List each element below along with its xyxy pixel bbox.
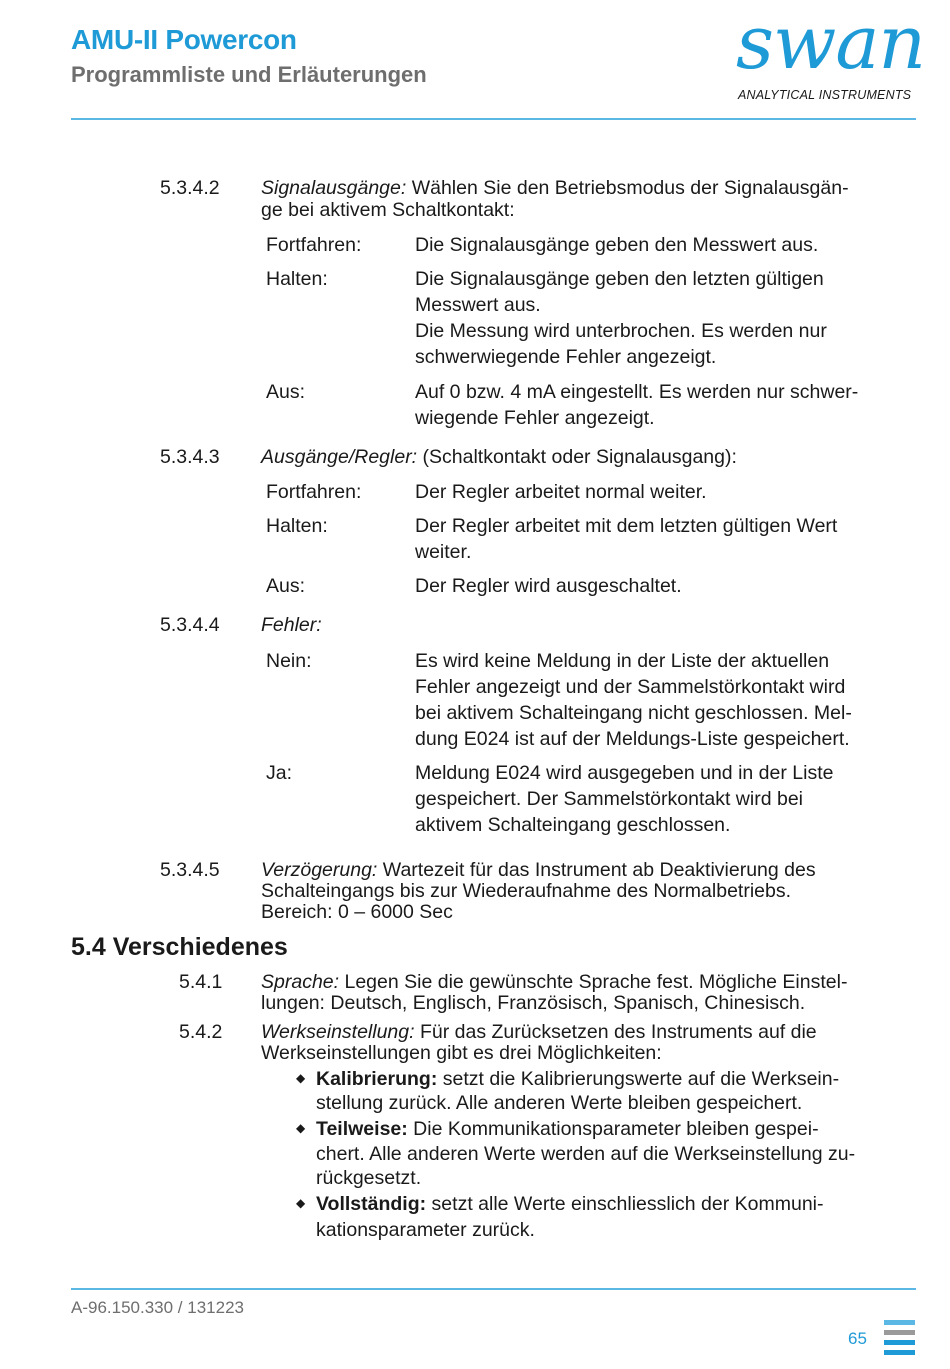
bullet-item-line: kationsparameter zurück. [316, 1219, 535, 1241]
option-desc: Der Regler arbeitet mit dem letzten gültigen Wert [415, 515, 838, 537]
section-heading-54: 5.4 Verschiedenes [71, 933, 288, 961]
footer-bar-icon [884, 1320, 915, 1325]
text: Wählen Sie den Betriebsmodus der Signalausgän- [406, 177, 849, 199]
text: Die Kommunikationsparameter bleiben gespei- [407, 1118, 819, 1140]
footer-bar-icon [884, 1340, 915, 1345]
option-term: Halten: [266, 515, 328, 537]
section-number-5344: 5.3.4.4 [160, 614, 220, 636]
term-ausgaenge-regler: Ausgänge/Regler: [261, 446, 418, 468]
option-desc: Der Regler wird ausgeschaltet. [415, 575, 682, 597]
term-sprache: Sprache: [261, 971, 340, 993]
option-desc: Auf 0 bzw. 4 mA eingestellt. Es werden nur schwer- [415, 381, 859, 403]
option-desc: Die Messung wird unterbrochen. Es werden nur [415, 320, 827, 342]
section-5345-line2: Schalteingangs bis zur Wiederaufnahme des Normalbetriebs. [261, 880, 792, 902]
term-verzoegerung: Verzögerung: [261, 859, 378, 881]
swan-logo: swan [736, 0, 926, 86]
text: (Schaltkontakt oder Signalausgang): [417, 446, 737, 468]
option-desc: Der Regler arbeitet normal weiter. [415, 481, 707, 503]
footer-bar-icon [884, 1330, 915, 1335]
bullet-term: Vollständig: [316, 1193, 427, 1215]
option-desc: bei aktivem Schalteingang nicht geschlossen. Mel- [415, 702, 852, 724]
bullet-item-line [316, 1066, 839, 1092]
option-term: Aus: [266, 575, 306, 597]
option-desc: aktivem Schalteingang geschlossen. [415, 814, 731, 836]
bullet-diamond-icon: ◆ [296, 1071, 306, 1085]
option-desc: Es wird keine Meldung in der Liste der aktuellen [415, 650, 830, 672]
footer-bar-icon [884, 1350, 915, 1355]
text: setzt alle Werte einschliesslich der Kommuni- [426, 1193, 824, 1215]
bullet-item-line: chert. Alle anderen Werte werden auf die Werkseinstellung zu- [316, 1143, 856, 1165]
logo-tagline: ANALYTICAL INSTRUMENTS [738, 88, 912, 102]
term-signalausgaenge: Signalausgänge: [261, 177, 407, 199]
option-term: Aus: [266, 381, 306, 403]
text: Legen Sie die gewünschte Sprache fest. Mögliche Einstel- [339, 971, 848, 993]
section-542-line2: Werkseinstellungen gibt es drei Möglichkeiten: [261, 1042, 662, 1064]
option-term: Ja: [266, 762, 293, 784]
option-term: Fortfahren: [266, 234, 362, 256]
option-term: Nein: [266, 650, 312, 672]
option-desc: Fehler angezeigt und der Sammelstörkontakt wird [415, 676, 846, 698]
bullet-term: Kalibrierung: [316, 1068, 438, 1090]
section-number-542: 5.4.2 [179, 1021, 223, 1043]
option-desc: weiter. [415, 541, 472, 563]
section-5345-line3: Bereich: 0 – 6000 Sec [261, 901, 453, 923]
option-desc: Die Signalausgänge geben den Messwert aus. [415, 234, 819, 256]
text: Wartezeit für das Instrument ab Deaktivierung des [377, 859, 816, 881]
bullet-diamond-icon: ◆ [296, 1121, 306, 1135]
section-5342-line2: ge bei aktivem Schaltkontakt: [261, 199, 515, 221]
term-fehler: Fehler: [261, 614, 322, 636]
option-desc: wiegende Fehler angezeigt. [415, 407, 655, 429]
option-desc: Meldung E024 wird ausgegeben und in der Liste [415, 762, 834, 784]
bullet-diamond-icon: ◆ [296, 1196, 306, 1210]
bullet-item-line [316, 1116, 819, 1142]
section-number-5345: 5.3.4.5 [160, 859, 220, 881]
header-rule [71, 118, 916, 120]
bullet-item-line: stellung zurück. Alle anderen Werte bleiben gespeichert. [316, 1092, 803, 1114]
footer-rule [71, 1288, 916, 1290]
option-desc: Messwert aus. [415, 294, 541, 316]
option-desc: dung E024 ist auf der Meldungs-Liste gespeichert. [415, 728, 850, 750]
page-number: 65 [848, 1329, 867, 1348]
document-code: A-96.150.330 / 131223 [71, 1298, 244, 1317]
section-number-541: 5.4.1 [179, 971, 223, 993]
option-term: Halten: [266, 268, 328, 290]
option-term: Fortfahren: [266, 481, 362, 503]
option-desc: Die Signalausgänge geben den letzten gültigen [415, 268, 824, 290]
section-number-5343: 5.3.4.3 [160, 446, 220, 468]
text: Für das Zurücksetzen des Instruments auf die [414, 1021, 817, 1043]
document-subtitle: Programmliste und Erläuterungen [71, 62, 427, 87]
option-desc: gespeichert. Der Sammelstörkontakt wird bei [415, 788, 803, 810]
section-5343-line1 [261, 444, 737, 470]
document-title: AMU-II Powercon [71, 24, 297, 55]
section-541-line2: lungen: Deutsch, Englisch, Französisch, Spanisch, Chinesisch. [261, 992, 806, 1014]
bullet-item-line [316, 1191, 824, 1217]
bullet-item-line: rückgesetzt. [316, 1167, 422, 1189]
text: setzt die Kalibrierungswerte auf die Werksein- [437, 1068, 840, 1090]
option-desc: schwerwiegende Fehler angezeigt. [415, 346, 717, 368]
term-werkseinstellung: Werkseinstellung: [261, 1021, 415, 1043]
bullet-term: Teilweise: [316, 1118, 408, 1140]
section-number-5342: 5.3.4.2 [160, 177, 220, 199]
